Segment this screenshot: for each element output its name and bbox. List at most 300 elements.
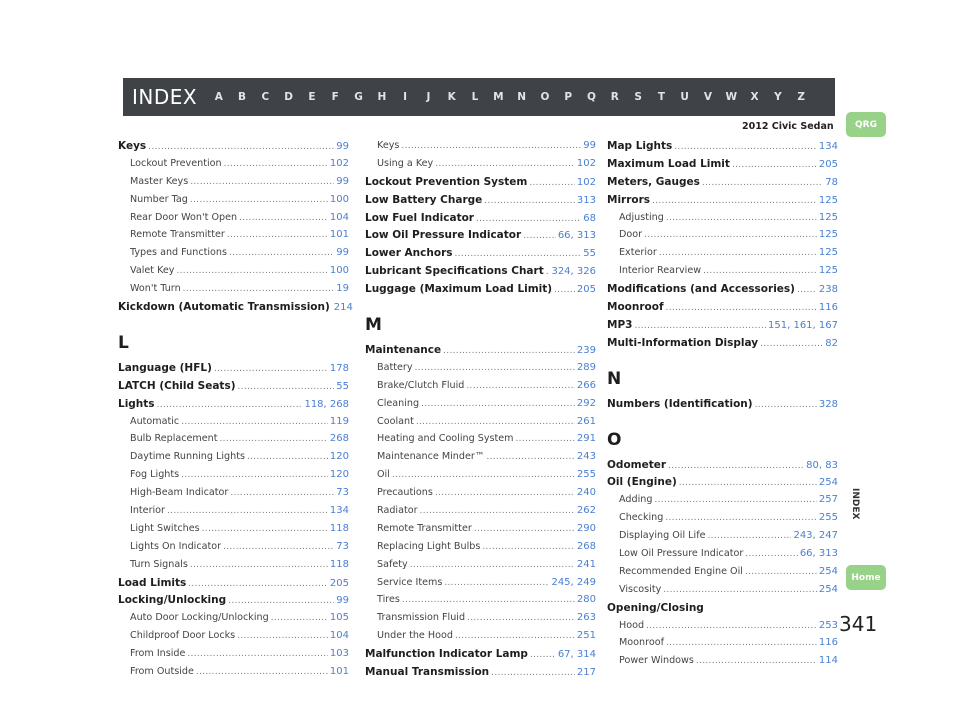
entry-label: Modifications (and Accessories) [607, 283, 795, 296]
letter-link-g[interactable]: G [354, 91, 363, 103]
page-link[interactable]: 268 [576, 540, 596, 552]
index-subentry [118, 666, 349, 684]
page-refs [334, 302, 353, 313]
dot-leader [238, 382, 335, 392]
page-link[interactable]: 55 [336, 380, 349, 392]
dot-leader [435, 488, 575, 498]
page-refs [577, 195, 596, 206]
page-link[interactable]: 243 [576, 451, 596, 463]
page-link[interactable]: 255 [576, 469, 596, 481]
page-link[interactable]: 314 [576, 649, 596, 661]
page-refs [819, 302, 838, 313]
dot-leader [202, 524, 328, 534]
entry-label: Precautions [377, 487, 433, 499]
entry-label: Manual Transmission [365, 666, 490, 679]
section-side-label: INDEX [850, 488, 860, 520]
page-refs [330, 648, 349, 659]
page-link[interactable]: 205 [329, 577, 349, 589]
page-link[interactable]: 240 [576, 487, 596, 499]
page-link[interactable]: 55 [583, 248, 596, 260]
dot-leader [455, 631, 575, 641]
page-link[interactable]: 262 [576, 505, 596, 517]
page-link[interactable]: 253 [818, 619, 838, 631]
page-link[interactable]: 261 [576, 415, 596, 427]
index-subentry [607, 548, 838, 566]
letter-link-p[interactable]: P [564, 91, 573, 103]
page-link[interactable]: 99 [583, 140, 596, 151]
dot-leader [659, 248, 817, 258]
index-entry [607, 459, 838, 477]
entry-label: Interior [130, 505, 165, 517]
page-refs [330, 212, 349, 223]
page-link[interactable]: 324 [551, 266, 571, 278]
dot-leader [529, 178, 575, 188]
index-entry [365, 283, 596, 301]
entry-label: Maintenance Minder™ [377, 451, 485, 463]
dot-leader [401, 141, 581, 151]
page-link[interactable]: 247 [818, 530, 838, 542]
page-link[interactable]: 217 [576, 667, 596, 679]
index-subentry [365, 577, 596, 595]
page-link[interactable]: 254 [818, 477, 838, 489]
dot-leader [229, 248, 334, 258]
page-link[interactable]: 102 [576, 176, 596, 188]
page-link[interactable]: 118 [329, 558, 349, 570]
page-link[interactable]: 102 [329, 157, 349, 169]
page-refs [577, 284, 596, 295]
index-subentry [365, 380, 596, 398]
page-refs [330, 265, 349, 276]
page-link[interactable]: 73 [336, 540, 349, 552]
index-entry [365, 212, 596, 230]
dot-leader [183, 284, 335, 294]
page-link[interactable]: 125 [818, 247, 838, 259]
letter-link-b[interactable]: B [238, 91, 247, 103]
page-refs [577, 594, 596, 605]
index-subentry [118, 451, 349, 469]
page-link[interactable]: 100 [329, 193, 349, 205]
index-entry [365, 229, 596, 247]
index-subentry [118, 229, 349, 247]
entry-label: Adjusting [619, 211, 664, 223]
dot-leader [271, 613, 328, 623]
page-link[interactable]: 102 [576, 157, 596, 169]
letter-link-d[interactable]: D [284, 91, 293, 103]
page-link[interactable]: 99 [336, 141, 349, 152]
page-refs [819, 195, 838, 206]
page-link[interactable]: 280 [576, 594, 596, 606]
index-entry [365, 344, 596, 362]
page-link[interactable]: 254 [818, 565, 838, 577]
letter-link-h[interactable]: H [377, 91, 387, 103]
entry-label: Automatic [130, 415, 180, 427]
page-link[interactable]: 326 [576, 266, 596, 278]
page-refs [819, 584, 838, 595]
entry-label: LATCH (Child Seats) [118, 379, 236, 392]
index-subentry [118, 283, 349, 301]
letter-link-z[interactable]: Z [797, 91, 805, 103]
page-refs [336, 283, 349, 294]
page-link[interactable]: 257 [818, 494, 838, 506]
entry-label: Heating and Cooling System [377, 433, 514, 445]
letter-link-x[interactable]: X [750, 91, 759, 103]
letter-link-k[interactable]: K [447, 91, 456, 103]
page-link[interactable]: 205 [576, 284, 596, 296]
index-subentry [118, 265, 349, 283]
index-entry [607, 194, 838, 212]
page-refs [819, 620, 838, 631]
page-link[interactable]: 105 [329, 612, 349, 624]
entry-label: Keys [377, 140, 400, 151]
page-link[interactable]: 245 [551, 576, 571, 588]
page-link[interactable]: 251 [576, 630, 596, 642]
page-refs [558, 649, 596, 660]
entry-label: Turn Signals [130, 558, 188, 570]
dot-leader [474, 524, 575, 534]
page-link[interactable]: 238 [818, 284, 838, 296]
entry-label: Using a Key [377, 157, 434, 169]
page-link[interactable]: 313 [576, 194, 596, 206]
page-link[interactable]: 292 [576, 397, 596, 409]
entry-label: Maximum Load Limit [607, 157, 730, 170]
page-link[interactable]: 205 [818, 158, 838, 170]
page-link[interactable]: 263 [576, 612, 596, 624]
page-link[interactable]: 125 [818, 229, 838, 241]
index-subentry [607, 494, 838, 512]
page-link[interactable]: 73 [336, 487, 349, 499]
page-separator: , [787, 319, 794, 331]
dot-leader [214, 364, 328, 374]
page-refs [768, 320, 838, 331]
index-subentry [118, 158, 349, 176]
page-link[interactable]: 104 [329, 211, 349, 223]
dot-leader [239, 213, 328, 223]
page-link[interactable]: 289 [576, 361, 596, 373]
entry-label: Displaying Oil Life [619, 530, 706, 542]
dot-leader [148, 142, 334, 152]
index-subentry [118, 469, 349, 487]
page-refs [583, 213, 596, 224]
entry-label: Moonroof [619, 637, 664, 649]
page-link[interactable]: 82 [825, 337, 838, 349]
page-refs [583, 248, 596, 259]
dot-leader [654, 495, 816, 505]
letter-link-y[interactable]: Y [774, 91, 782, 103]
letter-link-t[interactable]: T [657, 91, 665, 103]
dot-leader [745, 567, 817, 577]
page-link[interactable]: 119 [329, 415, 349, 427]
index-subentry [607, 637, 838, 655]
dot-leader [176, 266, 327, 276]
index-subentry [607, 530, 838, 548]
index-subentry [607, 512, 838, 530]
entry-label: Brake/Clutch Fluid [377, 379, 465, 391]
letter-link-f[interactable]: F [331, 91, 339, 103]
page-link[interactable]: 268 [329, 398, 349, 410]
entry-label: Locking/Unlocking [118, 594, 227, 607]
index-subentry [118, 433, 349, 451]
index-subentry [607, 212, 838, 230]
dot-leader [652, 196, 817, 206]
letter-link-e[interactable]: E [308, 91, 316, 103]
index-entry [365, 648, 596, 666]
index-subentry [607, 229, 838, 247]
entry-label: Low Oil Pressure Indicator [619, 548, 744, 560]
page-link[interactable]: 290 [576, 522, 596, 534]
index-subentry [365, 416, 596, 434]
dot-leader [546, 267, 550, 277]
page-link[interactable]: 120 [329, 451, 349, 463]
page-refs [577, 451, 596, 462]
page-link[interactable]: 83 [825, 459, 838, 471]
page-separator: , [812, 319, 819, 331]
page-refs [330, 416, 349, 427]
dot-leader [443, 346, 575, 356]
page-link[interactable]: 118 [329, 522, 349, 534]
page-refs [819, 229, 838, 240]
letter-link-s[interactable]: S [634, 91, 642, 103]
index-subentry [607, 620, 838, 638]
page-refs [330, 194, 349, 205]
index-entry [118, 301, 353, 319]
index-entry [118, 594, 349, 612]
letter-link-w[interactable]: W [725, 91, 738, 103]
entry-label: Transmission Fluid [377, 612, 466, 624]
index-entry [607, 398, 838, 416]
index-entry [118, 398, 349, 416]
letter-link-v[interactable]: V [703, 91, 713, 103]
index-subentry [118, 541, 349, 559]
index-subentry [118, 523, 349, 541]
entry-label: Lockout Prevention [130, 157, 222, 169]
page-refs [800, 548, 838, 559]
page-refs [577, 362, 596, 373]
letter-link-i[interactable]: I [403, 91, 408, 103]
entry-label: Number Tag [130, 193, 188, 205]
dot-leader [392, 470, 575, 480]
page-refs [330, 578, 349, 589]
entry-label: Lockout Prevention System [365, 175, 528, 188]
page-link[interactable]: 249 [576, 576, 596, 588]
entry-label: Lights On Indicator [130, 540, 222, 552]
letter-link-j[interactable]: J [426, 91, 431, 103]
index-entry [607, 301, 838, 319]
page-link[interactable]: 254 [818, 583, 838, 595]
page-link[interactable]: 116 [818, 302, 838, 314]
page-link[interactable]: 118 [304, 398, 324, 410]
dot-leader [666, 213, 817, 223]
page-refs [551, 266, 596, 277]
page-refs [577, 505, 596, 516]
entry-label: Interior Rearview [619, 265, 702, 277]
letter-link-u[interactable]: U [680, 91, 689, 103]
page-link[interactable]: 67 [557, 649, 571, 661]
entry-label: Checking [619, 512, 664, 524]
page-link[interactable]: 241 [576, 558, 596, 570]
page-link[interactable]: 268 [329, 433, 349, 445]
page-refs [577, 158, 596, 169]
page-link[interactable]: 80 [806, 459, 819, 471]
letter-link-m[interactable]: M [493, 91, 504, 103]
dot-leader [554, 285, 575, 295]
entry-label: Mirrors [607, 193, 651, 206]
page-link[interactable]: 134 [818, 141, 838, 152]
entry-label: Tires [377, 594, 400, 606]
page-link[interactable]: 103 [329, 648, 349, 660]
page-link[interactable]: 78 [825, 176, 838, 188]
entry-label: Master Keys [130, 175, 189, 187]
entry-label: Childproof Door Locks [130, 630, 236, 642]
entry-label: Moonroof [607, 301, 664, 314]
page-link[interactable]: 19 [336, 283, 349, 295]
page-link[interactable]: 313 [576, 230, 596, 242]
letter-link-r[interactable]: R [610, 91, 619, 103]
page-separator: , [570, 230, 577, 242]
page-link[interactable]: 266 [576, 379, 596, 391]
index-subentry [365, 505, 596, 523]
page-link[interactable]: 313 [818, 548, 838, 560]
page-refs [577, 612, 596, 623]
index-subentry [365, 559, 596, 577]
page-link[interactable]: 125 [818, 211, 838, 223]
index-subentry [118, 194, 349, 212]
dot-leader [665, 513, 817, 523]
index-entry [365, 194, 596, 212]
dot-leader [703, 266, 817, 276]
entry-label: Remote Transmitter [377, 522, 472, 534]
index-entry [118, 362, 349, 380]
page-refs [819, 265, 838, 276]
dot-leader [668, 461, 804, 471]
page-link[interactable]: 328 [818, 398, 838, 410]
page-refs [330, 630, 349, 641]
entry-label: Language (HFL) [118, 361, 212, 374]
page-link[interactable]: 151 [768, 319, 788, 331]
page-link[interactable]: 101 [329, 666, 349, 678]
page-link[interactable]: 120 [329, 469, 349, 481]
qrg-tab[interactable]: QRG [846, 112, 886, 137]
entry-label: Oil [377, 469, 390, 481]
entry-label: From Inside [130, 648, 186, 660]
dot-leader [220, 434, 328, 444]
page-refs [330, 505, 349, 516]
dot-leader [491, 668, 575, 678]
dot-leader [455, 249, 582, 259]
dot-leader [187, 649, 328, 659]
page-refs [330, 158, 349, 169]
page-refs [793, 530, 838, 541]
page-link[interactable]: 101 [329, 229, 349, 241]
page-link[interactable]: 167 [818, 319, 838, 331]
entry-label: Meters, Gauges [607, 175, 700, 188]
page-link[interactable]: 239 [576, 345, 596, 357]
entry-label: From Outside [130, 666, 194, 678]
page-refs [558, 230, 596, 241]
entry-label: Bulb Replacement [130, 433, 218, 445]
home-tab[interactable]: Home [846, 565, 886, 590]
entry-label: Opening/Closing [607, 601, 704, 614]
page-link[interactable]: 125 [818, 194, 838, 206]
page-link[interactable]: 116 [818, 637, 838, 649]
page-link[interactable]: 66 [799, 548, 813, 560]
page-link[interactable]: 100 [329, 265, 349, 277]
entry-label: Malfunction Indicator Lamp [365, 648, 528, 661]
index-subentry [118, 630, 349, 648]
page-link[interactable]: 99 [336, 595, 349, 607]
letter-link-o[interactable]: O [540, 91, 550, 103]
index-subentry [365, 630, 596, 648]
page-refs [330, 363, 349, 374]
page-refs [819, 212, 838, 223]
page-link[interactable]: 178 [329, 362, 349, 374]
letter-link-c[interactable]: C [261, 91, 270, 103]
page-refs [330, 612, 349, 623]
page-number: 341 [839, 612, 878, 636]
page-refs [336, 176, 349, 187]
dot-leader [482, 542, 575, 552]
letter-link-q[interactable]: Q [587, 91, 596, 103]
page-link[interactable]: 125 [818, 265, 838, 277]
page-link[interactable]: 99 [336, 247, 349, 259]
page-link[interactable]: 255 [818, 512, 838, 524]
entry-label: Won't Turn [130, 283, 181, 295]
page-link[interactable]: 104 [329, 630, 349, 642]
page-refs [330, 451, 349, 462]
page-link[interactable]: 214 [333, 302, 353, 314]
page-link[interactable]: 243 [793, 530, 813, 542]
letter-link-a[interactable]: A [214, 91, 223, 103]
index-subentry [118, 612, 349, 630]
page-refs [577, 469, 596, 480]
dot-leader [196, 667, 328, 677]
page-link[interactable]: 291 [576, 433, 596, 445]
page-refs [825, 338, 838, 349]
entry-label: Load Limits [118, 576, 187, 589]
entry-label: Power Windows [619, 655, 694, 667]
entry-label: Daytime Running Lights [130, 451, 245, 463]
page-refs [819, 655, 838, 666]
index-letter-heading: O [607, 429, 622, 450]
letter-link-l[interactable]: L [471, 91, 479, 103]
page-link[interactable]: 99 [336, 175, 349, 187]
entry-label: Luggage (Maximum Load Limit) [365, 283, 553, 296]
dot-leader [797, 285, 817, 295]
page-link[interactable]: 161 [793, 319, 813, 331]
dot-leader [646, 621, 817, 631]
page-link[interactable]: 66 [557, 230, 571, 242]
page-refs [577, 559, 596, 570]
page-refs [577, 630, 596, 641]
index-subentry [607, 584, 838, 602]
page-link[interactable]: 114 [818, 655, 838, 667]
entry-label: Keys [118, 140, 147, 152]
index-header-bar [123, 78, 835, 116]
entry-label: Recommended Engine Oil [619, 565, 743, 577]
index-letter-heading: L [118, 332, 129, 353]
dot-leader [181, 417, 328, 427]
entry-label: Maintenance [365, 344, 442, 357]
letter-link-n[interactable]: N [517, 91, 527, 103]
dot-leader [435, 159, 575, 169]
entry-label: Safety [377, 558, 408, 570]
entry-label: Low Fuel Indicator [365, 211, 474, 224]
dot-leader [634, 321, 766, 331]
entry-label: High-Beam Indicator [130, 487, 229, 499]
entry-label: MP3 [607, 318, 633, 331]
page-refs [583, 140, 596, 151]
page-link[interactable]: 68 [583, 212, 596, 224]
page-link[interactable]: 134 [329, 505, 349, 517]
